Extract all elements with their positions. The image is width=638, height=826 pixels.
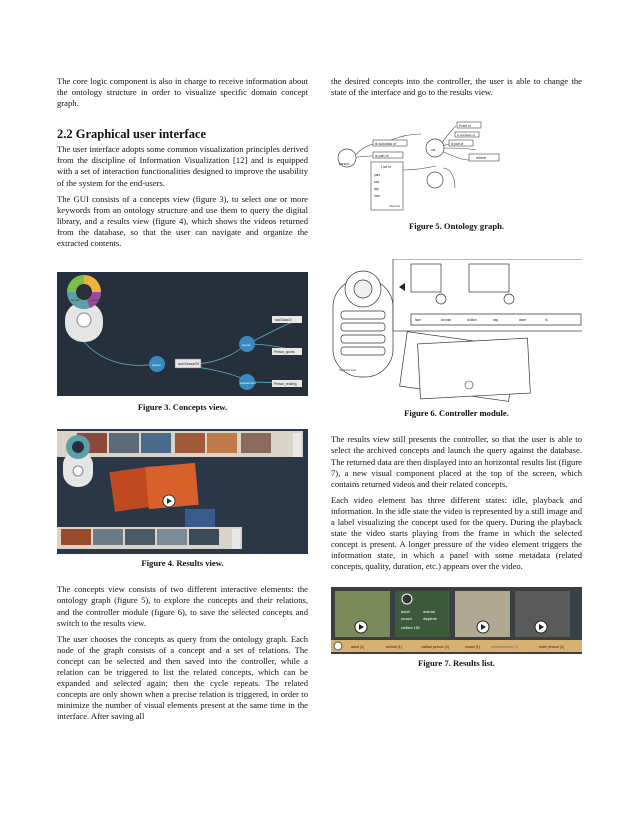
figure-controller-module (331, 259, 582, 404)
leaf-label: Person_sports (274, 350, 295, 355)
paragraph: The user interface adopts some common visualization principles derived from the discipline of Information Visualization [12] and is equipped with a set of interaction functionalities designed to improve the usability of the system for the end-users. (57, 144, 308, 188)
clear-list-button[interactable]: Clear list (389, 204, 400, 209)
node-label: entertainment (240, 382, 256, 386)
figure-results-view (57, 429, 308, 554)
list-title: Live in (381, 165, 392, 170)
figure-ontology-graph (331, 118, 582, 218)
panel-item: daytime (423, 615, 438, 621)
tag-label: day (493, 318, 499, 323)
node-label: entertainment (90, 298, 109, 303)
tag-label: woman (441, 318, 452, 323)
concept-list-label: Concept List (339, 368, 356, 373)
relation-label: is subclass of (457, 133, 476, 138)
list-item: sea (374, 180, 380, 185)
node-label: sports (242, 343, 251, 348)
figure-caption: Figure 6. Controller module. (404, 408, 509, 419)
figure-caption: Figure 4. Results view. (141, 558, 224, 569)
paragraph: The GUI consists of a concepts view (figure 3), to select one or more keywords from an ontology structure and use them to query the digital library, and a results view (figure 4), which shows the videos returned from the database, so that the user can navigate and organize the extracted contents. (57, 193, 308, 249)
node-label: car (431, 148, 436, 153)
relation-label: is part of (451, 142, 464, 147)
tag-label: civilian (467, 318, 477, 323)
node-label: subClassOf (178, 361, 199, 367)
tag-label: entertainment (1) (491, 644, 519, 649)
paragraph: Each video element has three different states: idle, playback and information. In the idle state the video is represented by a still image and a label visualizing the concept used for the query. During the playback state the video starts playing from the frame in which the selected concept is present. A longer pressure of the video element triggers the information state, in which a panel with some metadata (related concepts, quality, duration, etc.) appears over the video. (331, 494, 582, 572)
leaf-label: Person_reading (274, 382, 297, 387)
paragraph: The core logic component is also in charge to receive information about the ontology structure in order to visualize specific domain concept graph. (57, 76, 308, 109)
tag-label: adult (1) (351, 644, 365, 649)
node-label: sports (71, 298, 80, 303)
controller-module-graphic (331, 259, 582, 404)
paragraph: The user chooses the concepts as query from the ontology graph. Each node of the graph consists of a concept and a set of relations. The concept can be selected and then saved into the controller, while a relation can be triggered to list the related concepts, which can be expanded and selected again; then the cycle repeats. The related concepts are only shown when a precise relation is triggered, in order to minimize the number of visual elements present at the same time in the interface. After saving all (57, 633, 308, 722)
panel-item: crowd (401, 615, 412, 621)
left-column (57, 76, 308, 727)
paragraph: The results view still presents the controller, so that the user is able to select the archived concepts and launch the query against the database. The returned data are then displayed into an horizontal results list (figure 7), a new visual component placed at the top of the screen, which contains returned videos and their related concepts. (331, 434, 582, 489)
paragraph: the desired concepts into the controller, the user is able to change the state of the interface and go to the results view. (331, 76, 582, 98)
list-item: park (374, 173, 381, 178)
figure-caption: Figure 5. Ontology graph. (408, 221, 505, 232)
list-item: sky (374, 187, 379, 192)
leaf-label: subClassOf (275, 318, 292, 323)
results-list-graphic (331, 587, 582, 654)
figure-caption: Figure 3. Concepts view. (137, 402, 228, 413)
tag-label: fo (545, 318, 548, 323)
tag-label: face (415, 318, 422, 323)
node-label: places (152, 363, 161, 368)
ontology-graph-graphic (331, 118, 582, 218)
figure-results-list (331, 587, 582, 654)
relation-label: is part of (375, 154, 389, 159)
figure-concepts-view (57, 272, 308, 396)
panel-info: civilians 156 (401, 625, 420, 630)
tag-label: crowd (1) (465, 644, 480, 649)
concepts-view-graphic (57, 272, 308, 396)
figure-caption: Figure 7. Results list. (418, 657, 495, 668)
panel-item: adult (401, 608, 410, 614)
relation-label: Event of (459, 124, 471, 129)
tag-label: male person (1) (539, 644, 565, 649)
panel-item: animal (423, 608, 435, 614)
tag-label: civilian person (1) (421, 644, 450, 649)
section-heading: 2.2 Graphical user interface (57, 127, 207, 142)
results-view-graphic (57, 429, 308, 554)
tag-label: animal (1) (386, 644, 402, 649)
relation-label: where (476, 156, 487, 161)
right-column (331, 76, 582, 669)
paragraph: The concepts view consists of two different interactive elements: the ontology graph (figure 5), to explore the concepts and their relations, and the controller module (figure 6), to save the selected concepts and switch to the results view. (57, 584, 308, 628)
list-item: river (374, 194, 381, 199)
relation-label: is subclass of (375, 142, 397, 147)
tag-label: atom (519, 318, 527, 323)
node-label: person (339, 162, 349, 167)
